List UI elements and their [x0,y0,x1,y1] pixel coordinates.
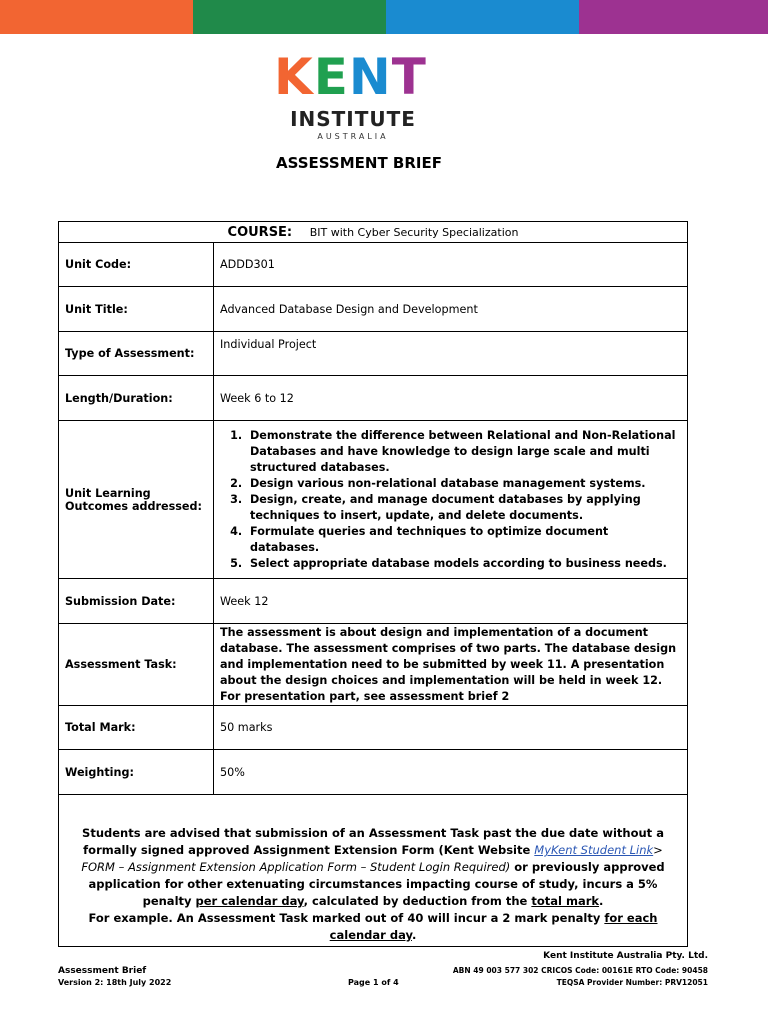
logo-kent-wordmark [274,48,427,106]
outcome-item: 5. Select appropriate database models according to business needs. [246,556,681,572]
total-row [59,706,688,750]
logo-letter-e: E [313,48,349,106]
weighting-row [59,750,688,795]
footer-version: Version 2: 18th July 2022 [58,978,172,987]
page-title: ASSESSMENT BRIEF [276,154,442,172]
footer-divider [58,946,688,947]
course-cell [59,222,688,243]
kent-institute-logo [270,48,436,142]
notice-text: Students are advised that submission of an Assessment Task past the due date without a formally signed approved Assignment Extension Form (Kent Website [82,826,664,857]
outcome-item: 4. Formulate queries and techniques to optimize document databases. [246,524,681,556]
footer-abn: ABN 49 003 577 302 CRICOS Code: 00161E RTO Code: 90458 [452,966,708,975]
type-row [59,332,688,376]
outcome-item: 2. Design various non-relational database management systems. [246,476,681,492]
footer-company: Kent Institute Australia Pty. Ltd. [543,951,708,961]
logo-institute: INSTITUTE [290,107,416,131]
unit-code-value: ADDD301 [214,243,688,287]
footer-doc-name: Assessment Brief [58,966,147,976]
notice-text: or previously approved application for other extenuating circumstances impacting course of study, incurs a 5% penalty [88,860,665,908]
notice-example: For example. An Assessment Task marked out of 40 will incur a 2 mark penalty [88,911,605,925]
unit-title-value: Advanced Database Design and Development [214,287,688,332]
color-bar-orange [0,0,193,34]
task-label: Assessment Task: [59,624,214,706]
total-value: 50 marks [214,706,688,750]
task-value: The assessment is about design and implementation of a document database. The assessment comprises of two parts. The database design and implementation need to be submitted by week 11. A presentation about the design choices and implementation will be held in week 12. For presentation part, see assessment brief 2 [214,624,688,706]
logo-australia: AUSTRALIA [317,132,389,141]
submission-label: Submission Date: [59,579,214,624]
late-penalty-notice [59,795,688,947]
outcome-item: 3. Design, create, and manage document databases by applying techniques to insert, update, and delete documents. [246,492,681,524]
logo-letter-k: K [274,48,314,106]
footer-page-number: Page 1 of 4 [348,978,399,987]
logo-letter-n: N [348,48,392,106]
outcomes-label: Unit Learning Outcomes addressed: [59,421,214,579]
weighting-label: Weighting: [59,750,214,795]
unit-title-label: Unit Title: [59,287,214,332]
length-row [59,376,688,421]
notice-text: . [599,894,604,908]
notice-text: , calculated by deduction from the [303,894,532,908]
type-label: Type of Assessment: [59,332,214,376]
submission-row [59,579,688,624]
outcomes-row [59,421,688,579]
course-value: BIT with Cyber Security Specialization [309,225,519,239]
notice-form-text: > FORM – Assignment Extension Application Form – Student Login Required) [81,843,663,874]
footer-teqsa: TEQSA Provider Number: PRV12051 [556,978,708,987]
total-label: Total Mark: [59,706,214,750]
submission-value: Week 12 [214,579,688,624]
color-bar-green [193,0,386,34]
length-value: Week 6 to 12 [214,376,688,421]
notice-underline: per calendar day [195,894,304,908]
outcomes-list [220,428,681,572]
course-row [59,222,688,243]
top-color-bar [0,0,768,34]
task-row [59,624,688,706]
mykent-link[interactable]: MyKent Student Link [534,843,654,857]
weighting-value: 50% [214,750,688,795]
type-value: Individual Project [214,332,688,376]
unit-code-label: Unit Code: [59,243,214,287]
notice-row [59,795,688,947]
length-label: Length/Duration: [59,376,214,421]
color-bar-blue [386,0,579,34]
color-bar-purple [579,0,768,34]
notice-underline: for each calendar day [329,911,658,942]
unit-code-row [59,243,688,287]
outcomes-cell [214,421,688,579]
notice-underline: total mark [531,894,600,908]
logo-letter-t: T [391,48,427,106]
notice-text: . [411,928,417,942]
outcome-item: 1. Demonstrate the difference between Relational and Non-Relational Databases and have knowledge to design large scale and multi structured databases. [246,428,681,476]
unit-title-row [59,287,688,332]
course-label: COURSE: [227,224,293,240]
assessment-table [58,221,688,947]
